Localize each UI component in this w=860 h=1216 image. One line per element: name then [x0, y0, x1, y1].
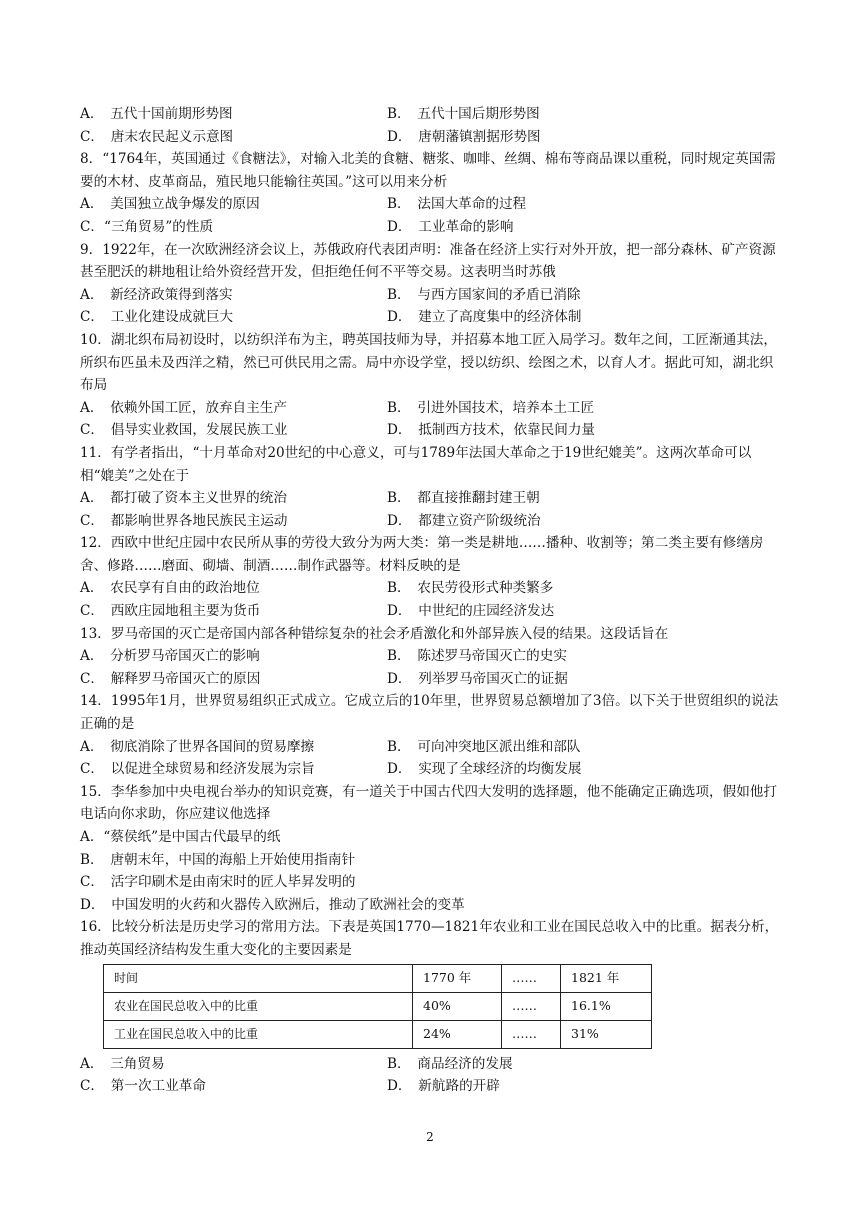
option-d: D． 都建立资产阶级统治	[387, 512, 541, 529]
option-d: D． 中世纪的庄园经济发达	[387, 603, 555, 620]
option-c: C．“三角贸易”的性质	[80, 218, 214, 235]
table-header-cell: 1821 年	[561, 964, 652, 992]
question-8-stem: 8．“1764年，英国通过《食糖法》，对输入北美的食糖、糖浆、咖啡、丝绸、棉布等商品课以重税，同时规定英国需要的木材、皮革商品，殖民地只能输往英国。”这可以用来分析	[80, 151, 776, 190]
exam-page	[80, 103, 780, 1098]
table-header-cell: 1770 年	[413, 964, 502, 992]
question-14-stem: 14．1995年1月，世界贸易组织正式成立。它成立后的10年里，世界贸易总额增加了3倍。以下关于世贸组织的说法正确的是	[80, 693, 779, 733]
options-row	[80, 487, 780, 510]
options-row	[80, 645, 780, 668]
options-row	[80, 397, 780, 420]
table-header-cell: ……	[502, 964, 561, 992]
question-16-stem: 16．比较分析法是历史学习的常用方法。下表是英国1770—1821年农业和工业在国民总收入中的比重。据表分析，推动英国经济结构发生重大变化的主要因素是	[80, 919, 779, 958]
table-cell: 农业在国民总收入中的比重	[104, 992, 413, 1020]
table-header-row	[104, 964, 652, 992]
option-b: B． 与西方国家间的矛盾已消除	[387, 286, 581, 303]
option-d: D． 工业革命的影响	[387, 218, 514, 235]
table-cell: 16.1%	[561, 992, 652, 1020]
option-b: B． 都直接推翻封建王朝	[387, 490, 540, 507]
option-b: B． 可向冲突地区派出维和部队	[387, 738, 581, 755]
options-row	[80, 510, 780, 533]
options-row	[80, 216, 780, 239]
table-header-cell: 时间	[104, 964, 413, 992]
option-b: B． 法国大革命的过程	[387, 196, 527, 213]
options-row	[80, 668, 780, 691]
option-c: C． 都影响世界各地民族民主运动	[80, 512, 288, 529]
options-row	[80, 193, 780, 216]
option-c: C． 以促进全球贸易和经济发展为宗旨	[80, 761, 315, 778]
table-row	[104, 992, 652, 1020]
table-cell: 40%	[413, 992, 502, 1020]
option-d: D． 中国发明的火药和火器传入欧洲后，推动了欧洲社会的变革	[80, 896, 465, 913]
question-12-stem: 12．西欧中世纪庄园中农民所从事的劳役大致分为两大类：第一类是耕地……播种、收割等；第二类主要有修缮房舍、修路……磨面、砌墙、制酒……制作武器等。材料反映的是	[80, 535, 764, 574]
option-d: D． 抵制西方技术，依靠民间力量	[387, 422, 596, 439]
option-c: C． 活字印刷术是由南宋时的匠人毕昇发明的	[80, 874, 356, 891]
options-row	[80, 758, 780, 781]
option-b: B． 农民劳役形式种类繁多	[387, 580, 554, 597]
table-cell: 24%	[413, 1020, 502, 1048]
options-row	[80, 600, 780, 623]
table-cell: ……	[502, 992, 561, 1020]
option-a: A．“蔡侯纸”是中国古代最早的纸	[80, 829, 281, 845]
options-row	[80, 736, 780, 759]
option-a: A． 依赖外国工匠，放弃自主生产	[80, 399, 287, 416]
option-b: B． 五代十国后期形势图	[387, 106, 540, 122]
option-c: C． 第一次工业革命	[80, 1078, 206, 1095]
page-number: 2	[426, 1130, 434, 1144]
option-c: C． 唐末农民起义示意图	[80, 128, 234, 145]
option-a: A． 分析罗马帝国灭亡的影响	[80, 648, 260, 665]
question-9-stem: 9．1922年，在一次欧洲经济会议上，苏俄政府代表团声明：准备在经济上实行对外开放，把一部分森林、矿产资源甚至肥沃的耕地租让给外资经营开发，但拒绝任何不平等交易。这表明当时苏俄	[80, 241, 776, 281]
option-a: A． 三角贸易	[80, 1055, 165, 1072]
option-c: C． 西欧庄园地租主要为货币	[80, 603, 261, 620]
income-share-table	[103, 964, 652, 1049]
option-c: C． 解释罗马帝国灭亡的原因	[80, 670, 261, 687]
question-10-stem: 10．湖北织布局初设时，以纺织洋布为主，聘英国技师为导，并招募本地工匠入局学习。数年之间，工匠渐通其法，所织布匹虽未及西洋之精，然已可供民用之需。局中亦设学堂，授以纺织、绘图之术，以育人才。据此可知，湖北织布局	[80, 331, 777, 394]
option-b: B． 引进外国技术，培养本土工匠	[387, 399, 595, 416]
option-b: B． 唐朝末年，中国的海船上开始使用指南针	[80, 851, 356, 868]
option-d: D． 实现了全球经济的均衡发展	[387, 761, 582, 778]
option-a: A． 都打破了资本主义世界的统治	[80, 490, 287, 507]
option-b: B． 商品经济的发展	[387, 1055, 513, 1072]
options-row	[80, 1053, 780, 1076]
options-row	[80, 126, 780, 149]
option-a: A． 彻底消除了世界各国间的贸易摩擦	[80, 738, 315, 755]
option-d: D． 新航路的开辟	[387, 1078, 500, 1095]
option-c: C． 倡导实业救国，发展民族工业	[80, 422, 288, 439]
table-cell: ……	[502, 1020, 561, 1048]
option-a: A． 美国独立战争爆发的原因	[80, 196, 260, 213]
options-row	[80, 419, 780, 442]
option-d: D． 唐朝藩镇割据形势图	[387, 128, 541, 145]
options-row	[80, 1075, 780, 1098]
options-row	[80, 284, 780, 307]
option-a: A． 农民享有自由的政治地位	[80, 580, 260, 597]
option-d: D． 建立了高度集中的经济体制	[387, 309, 582, 326]
options-row	[80, 306, 780, 329]
option-c: C． 工业化建设成就巨大	[80, 309, 234, 326]
option-a: A． 新经济政策得到落实	[80, 286, 233, 303]
question-11-stem: 11．有学者指出，“十月革命对20世纪的中心意义，可与1789年法国大革命之于19世纪媲美”。这两次革命可以相“媲美”之处在于	[80, 444, 752, 484]
question-15-stem: 15．李华参加中央电视台举办的知识竞赛，有一道关于中国古代四大发明的选择题，他不能确定正确选项，假如他打电话向你求助，你应建议他选择	[80, 783, 777, 823]
option-b: B． 陈述罗马帝国灭亡的史实	[387, 648, 567, 665]
question-13-stem: 13．罗马帝国的灭亡是帝国内部各种错综复杂的社会矛盾激化和外部异族入侵的结果。这段话旨在	[80, 625, 669, 642]
table-row	[104, 1020, 652, 1048]
table-cell: 31%	[561, 1020, 652, 1048]
table-cell: 工业在国民总收入中的比重	[104, 1020, 413, 1048]
options-row	[80, 577, 780, 600]
option-a: A． 五代十国前期形势图	[80, 106, 233, 122]
options-row	[80, 103, 780, 126]
option-d: D． 列举罗马帝国灭亡的证据	[387, 670, 568, 687]
